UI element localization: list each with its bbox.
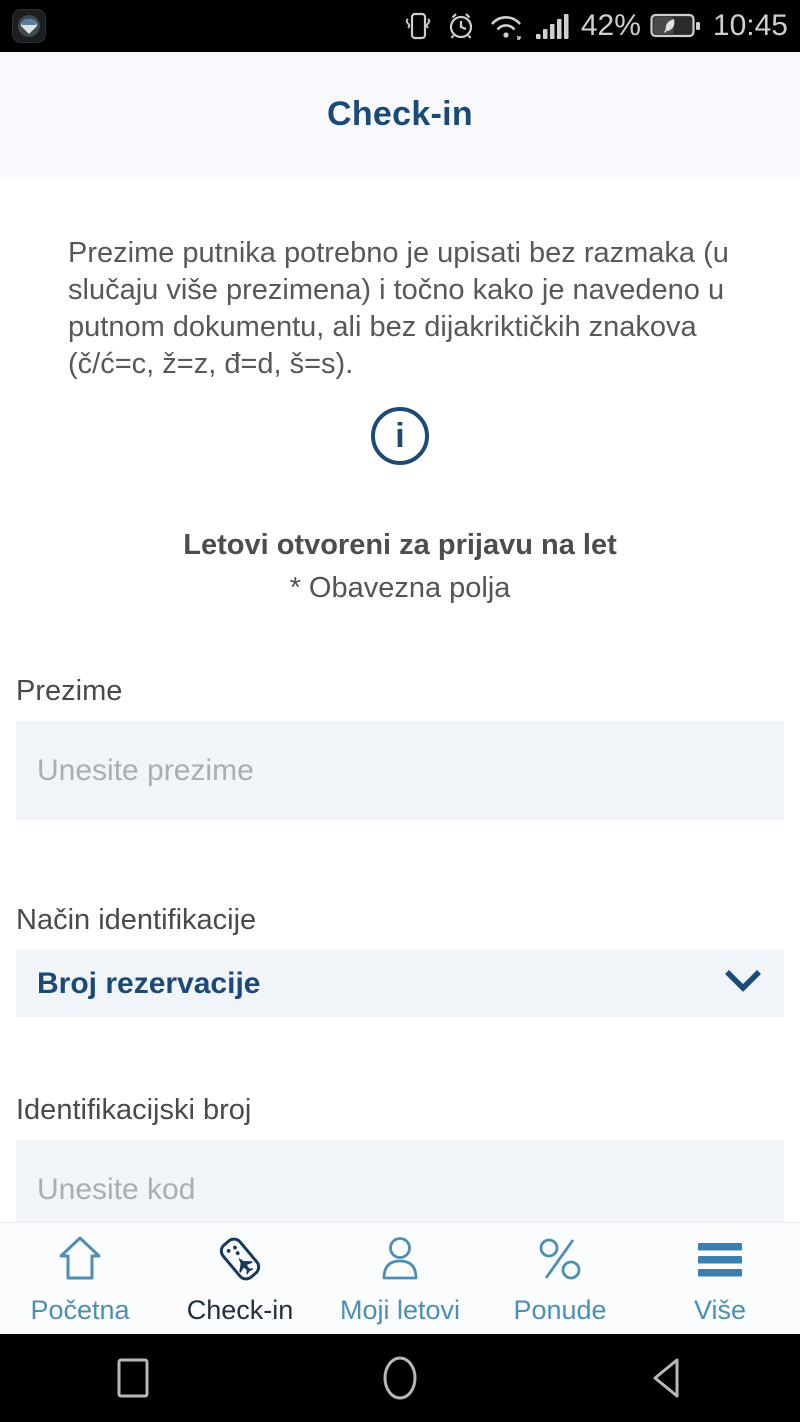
person-icon [373, 1232, 427, 1291]
required-note: * Obavezna polja [289, 572, 511, 604]
nav-item-home[interactable] [0, 1223, 160, 1334]
id-number-field [0, 1094, 800, 1239]
nav-item-offers[interactable] [480, 1223, 640, 1334]
status-bar [0, 0, 800, 52]
vibrate-icon [401, 9, 435, 43]
nav-item-label: Više [693, 1294, 747, 1325]
nav-item-checkin[interactable] [160, 1223, 320, 1334]
id-number-label: Identifikacijski broj [16, 1094, 252, 1126]
section-heading: Letovi otvoreni za prijavu na let [183, 529, 617, 561]
id-method-select[interactable] [16, 950, 784, 1017]
nav-item-label: Početna [30, 1294, 130, 1325]
ticket-icon [213, 1232, 267, 1291]
battery-percent: 42% [580, 9, 641, 42]
id-method-label: Način identifikacije [16, 904, 257, 936]
home-icon [53, 1232, 107, 1291]
signal-icon [534, 10, 572, 42]
page-header [0, 52, 800, 177]
back-button[interactable] [533, 1356, 800, 1400]
alarm-icon [444, 9, 478, 43]
nav-item-more[interactable] [640, 1223, 800, 1334]
nav-item-label: Check-in [186, 1294, 294, 1325]
nav-item-label: Ponude [513, 1294, 607, 1325]
nav-item-my-flights[interactable] [320, 1223, 480, 1334]
surname-input[interactable] [16, 721, 784, 820]
bottom-nav [0, 1222, 800, 1334]
intro-paragraph: Prezime putnika potrebno je upisati bez razmaka (u slučaju više prezimena) i točno kako je navedeno u putnom dokumentu, ali bez dijakriktičkih znakova (č/ć=c, ž=z, đ=d, š=s). [68, 237, 729, 380]
wifi-icon [487, 9, 525, 43]
surname-label: Prezime [16, 675, 123, 707]
clock: 10:45 [712, 9, 788, 42]
percent-icon [533, 1232, 587, 1291]
android-nav-bar [0, 1334, 800, 1422]
notification-app-icon [12, 9, 46, 43]
recents-button[interactable] [0, 1356, 267, 1400]
id-method-field [0, 904, 800, 1017]
checkin-form-screen [0, 235, 800, 1239]
info-icon-glyph: i [395, 416, 405, 455]
chevron-down-icon [723, 968, 763, 999]
info-icon[interactable] [371, 407, 429, 465]
id-method-selected-value: Broj rezervacije [37, 966, 261, 1000]
menu-icon [693, 1232, 747, 1291]
battery-saver-icon [650, 11, 702, 41]
page-title: Check-in [327, 95, 473, 133]
home-button[interactable] [267, 1354, 534, 1402]
nav-item-label: Moji letovi [339, 1294, 461, 1325]
surname-field [0, 675, 800, 820]
